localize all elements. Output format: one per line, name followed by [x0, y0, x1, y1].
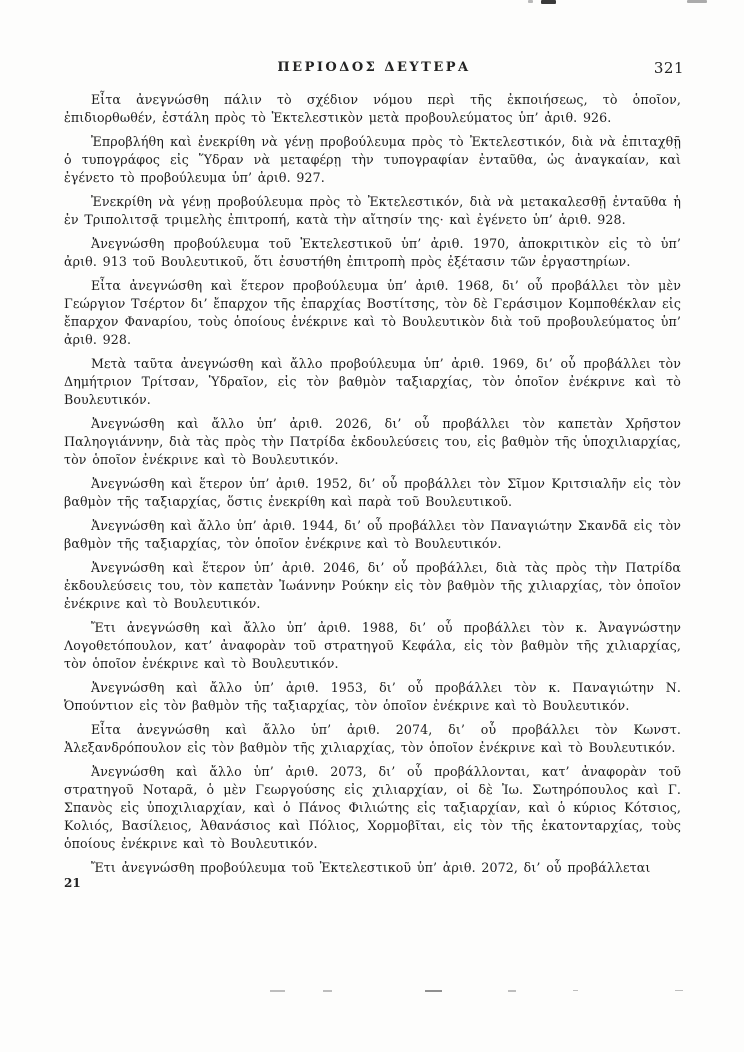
paragraph: Ἀνεγνώσθη καὶ ἕτερον ὑπ’ ἀριθ. 2046, δι’ οὗ προβάλλει, διὰ τὰς πρὸς τὴν Πατρίδα ἐκδουλεύσεις του, τὸν καπετὰν Ἰωάννην Ρούκην εἰς τὸν βαθμὸν τῆς χιλιαρχίας, τὸν ὁποῖον ἐνέκρινε καὶ τὸ Βουλευτικόν.	[64, 560, 681, 611]
page-text	[64, 91, 681, 883]
paragraph: Ἔτι ἀνεγνώσθη καὶ ἄλλο ὑπ’ ἀριθ. 1988, δι’ οὗ προβάλλει τὸν κ. Ἀναγνώστην Λογοθετόπουλον, κατ’ ἀναφορὰν τοῦ στρατηγοῦ Κεφάλα, εἰς τὸν βαθμὸν τῆς χιλιαρχίας, τὸν ὁποῖον ἐνέκρινε καὶ τὸ Βουλευτικόν.	[64, 620, 681, 671]
paragraph: Ἀνεγνώσθη καὶ ἕτερον ὑπ’ ἀριθ. 1952, δι’ οὗ προβάλλει τὸν Σῖμον Κριτσιαλῆν εἰς τὸν βαθμὸν τῆς ταξιαρχίας, ὅστις ἐνεκρίθη καὶ παρὰ τοῦ Βουλευτικοῦ.	[64, 476, 681, 509]
scan-artifact	[508, 990, 516, 992]
paragraph: Εἶτα ἀνεγνώσθη πάλιν τὸ σχέδιον νόμου περὶ τῆς ἐκποιήσεως, τὸ ὁποῖον, ἐπιδιορθωθέν, ἐστάλη πρὸς τὸ Ἐκτελεστικὸν μετὰ προβουλεύματος ὑπ’ ἀριθ. 926.	[64, 92, 681, 125]
scan-artifact	[573, 990, 578, 991]
paragraph: Ἀνεγνώσθη καὶ ἄλλο ὑπ’ ἀριθ. 2026, δι’ οὗ προβάλλει τὸν καπετὰν Χρῆστον Παληογιάννην, διὰ τὰς πρὸς τὴν Πατρίδα ἐκδουλεύσεις του, εἰς βαθμὸν τῆς ὑποχιλιαρχίας, τὸν ὁποῖον ἐνέκρινε καὶ τὸ Βουλευτικόν.	[64, 416, 681, 467]
scan-artifact	[270, 990, 285, 992]
running-header-title: ΠΕΡΙΟΔΟΣ ΔΕΥΤΕΡΑ	[277, 60, 471, 75]
running-header	[64, 60, 684, 80]
page-number: 321	[653, 59, 684, 77]
scan-artifact	[687, 0, 707, 3]
scan-artifact	[323, 990, 332, 992]
scan-artifact	[541, 0, 556, 4]
paragraph: Ἀνεγνώσθη καὶ ἄλλο ὑπ’ ἀριθ. 2073, δι’ οὗ προβάλλονται, κατ’ ἀναφορὰν τοῦ στρατηγοῦ Νοταρᾶ, ὁ μὲν Γεωργούσης εἰς χιλιαρχίαν, οἱ δὲ Ἰω. Σωτηρόπουλος καὶ Γ. Σπανὸς εἰς ὑποχιλιαρχίαν, καὶ ὁ Πάνος Φιλιώτης εἰς ταξιαρχίαν, καὶ ὁ κύριος Κότσιος, Κολιός, Βασίλειος, Ἀθανάσιος καὶ Πόλιος, Χορμοβῖται, εἰς τὸν τῆς ἑκατονταρχίας, τοὺς ὁποίους ἐνέκρινε καὶ τὸ Βουλευτικόν.	[64, 764, 681, 851]
paragraph: Εἶτα ἀνεγνώσθη καὶ ἄλλο ὑπ’ ἀριθ. 2074, δι’ οὗ προβάλλει τὸν Κωνστ. Ἀλεξανδρόπουλον εἰς τὸν βαθμὸν τῆς χιλιαρχίας, τὸν ὁποῖον ἐνέκρινε καὶ τὸ Βουλευτικόν.	[64, 722, 681, 755]
paragraph: Εἶτα ἀνεγνώσθη καὶ ἕτερον προβούλευμα ὑπ’ ἀριθ. 1968, δι’ οὗ προβάλλει τὸν μὲν Γεώργιον Τσέρτον δι’ ἔπαρχον τῆς ἐπαρχίας Βοστίτσης, τὸν δὲ Γεράσιμον Κομποθέκλαν εἰς ἔπαρχον Φαναρίου, τοὺς ὁποίους ἐνέκρινε καὶ τὸ Βουλευτικὸν διὰ τοῦ προβουλεύματος ὑπ’ ἀριθ. 928.	[64, 278, 681, 347]
paragraph: Ἀνεγνώσθη προβούλευμα τοῦ Ἐκτελεστικοῦ ὑπ’ ἀριθ. 1970, ἀποκριτικὸν εἰς τὸ ὑπ’ ἀριθ. 913 τοῦ Βουλευτικοῦ, ὅτι ἐσυστήθη ἐπιτροπὴ πρὸς ἐξέτασιν τῶν ἐργαστηρίων.	[64, 236, 681, 269]
paragraph: Ἐνεκρίθη νὰ γένῃ προβούλευμα πρὸς τὸ Ἐκτελεστικόν, διὰ νὰ μετακαλεσθῇ ἐνταῦθα ἡ ἐν Τριπολιτσᾷ τριμελὴς ἐπιτροπή, κατὰ τὴν αἴτησίν της· καὶ ἐγένετο ὑπ’ ἀριθ. 928.	[64, 194, 681, 227]
paragraph: Ἀνεγνώσθη καὶ ἄλλο ὑπ’ ἀριθ. 1953, δι’ οὗ προβάλλει τὸν κ. Παναγιώτην Ν. Ὀπούντιον εἰς τὸν βαθμὸν τῆς ταξιαρχίας, τὸν ὁποῖον ἐνέκρινε καὶ τὸ Βουλευτικόν.	[64, 680, 681, 713]
scan-artifact	[675, 990, 683, 991]
paragraph: Μετὰ ταῦτα ἀνεγνώσθη καὶ ἄλλο προβούλευμα ὑπ’ ἀριθ. 1969, δι’ οὗ προβάλλει τὸν Δημήτριον Τρίτσαν, Ὑδραῖον, εἰς τὸν βαθμὸν ταξιαρχίας, τὸν ὁποῖον ἐνέκρινε καὶ τὸ Βουλευτικόν.	[64, 356, 681, 407]
paragraph: Ἐπροβλήθη καὶ ἐνεκρίθη νὰ γένῃ προβούλευμα πρὸς τὸ Ἐκτελεστικόν, διὰ νὰ ἐπιταχθῇ ὁ τυπογράφος εἰς Ὕδραν νὰ μεταφέρῃ τὴν τυπογραφίαν ἐνταῦθα, ὡς ἀναγκαίαν, καὶ ἐγένετο τὸ προβούλευμα ὑπ’ ἀριθ. 927.	[64, 134, 681, 185]
signature-mark: 21	[64, 876, 81, 890]
scan-artifact	[425, 990, 442, 992]
paragraph: Ἀνεγνώσθη καὶ ἄλλο ὑπ’ ἀριθ. 1944, δι’ οὗ προβάλλει τὸν Παναγιώτην Σκανδᾶ εἰς τὸν βαθμὸν τῆς ταξιαρχίας, τὸν ὁποῖον ἐνέκρινε καὶ τὸ Βουλευτικόν.	[64, 518, 681, 551]
paragraph: Ἔτι ἀνεγνώσθη προβούλευμα τοῦ Ἐκτελεστικοῦ ὑπ’ ἀριθ. 2072, δι’ οὗ προβάλλεται	[91, 860, 651, 875]
scan-artifact	[528, 0, 533, 3]
